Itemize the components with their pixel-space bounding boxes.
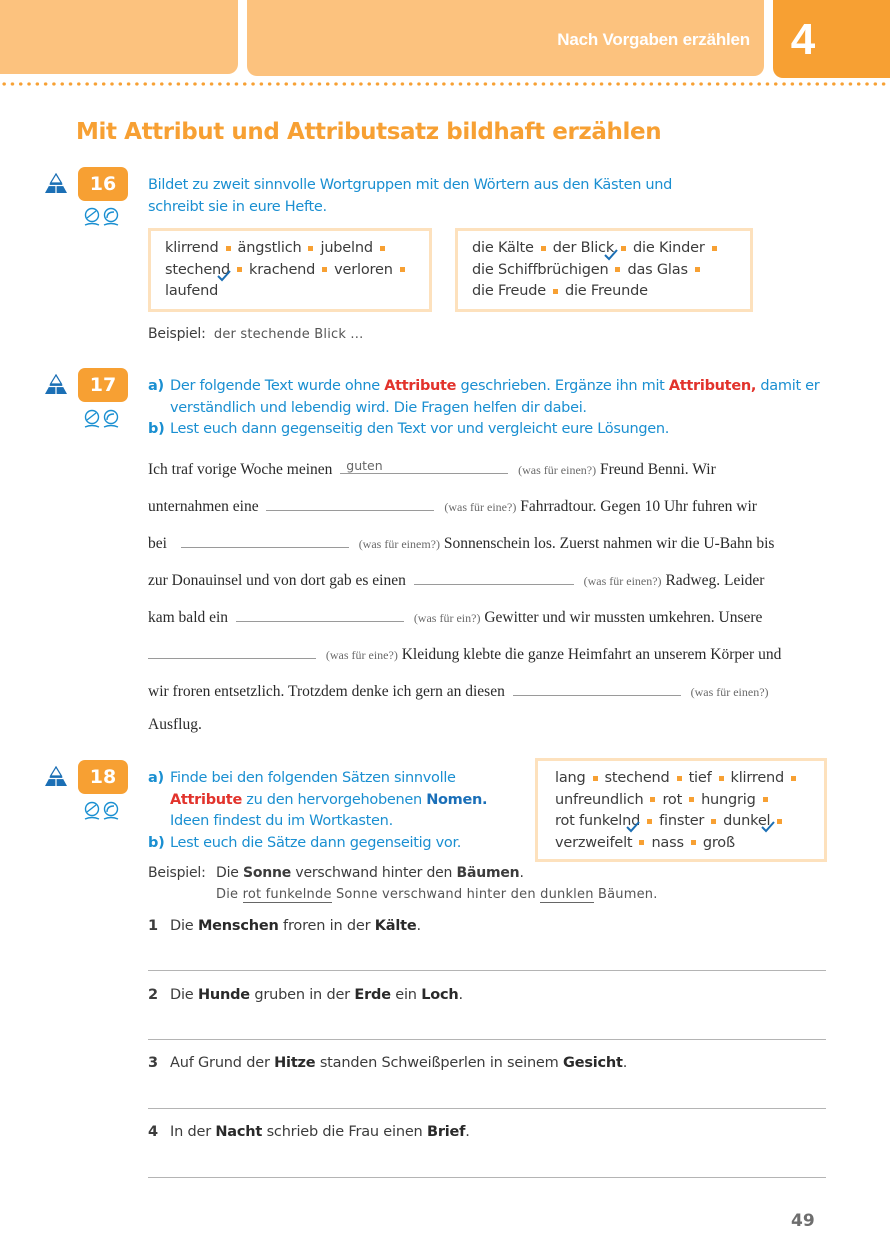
text: . <box>458 987 463 1003</box>
text: Sonne verschwand hinter den <box>335 887 536 902</box>
item-label: a) <box>148 378 164 394</box>
separator-square <box>541 246 546 251</box>
answer-line[interactable] <box>148 1108 826 1109</box>
separator-square <box>322 267 327 272</box>
filled-answer: guten <box>346 458 383 473</box>
separator-square <box>777 819 782 824</box>
word: laufend <box>165 283 219 299</box>
text: Lest euch die Sätze dann gegenseitig vor. <box>170 834 462 851</box>
question-hint: (was für eine?) <box>325 648 398 662</box>
text: Auf Grund der <box>170 1055 275 1071</box>
text: Sonnenschein los. Zuerst nahmen wir die U-Bahn bis <box>443 535 775 552</box>
separator-square <box>380 246 385 251</box>
chapter-number: 4 <box>790 15 816 64</box>
text: Fahrradtour. Gegen 10 Uhr fuhren wir <box>520 498 757 515</box>
word: hungrig <box>701 791 756 808</box>
text: unternahmen eine <box>148 498 259 515</box>
word: die Kälte <box>472 240 534 256</box>
separator-square <box>593 776 598 781</box>
task18-example-handwriting <box>216 887 658 902</box>
triangle-level-icon <box>44 765 68 787</box>
underlined-attribute: rot funkelnde <box>242 887 332 902</box>
text: damit er <box>760 378 820 394</box>
text: . <box>416 918 421 934</box>
question-hint: (was für eine?) <box>444 500 517 514</box>
question-hint: (was für einen?) <box>583 574 662 588</box>
text: Lest euch dann gegenseitig den Text vor und vergleicht eure Lösungen. <box>170 421 670 437</box>
sentence-text <box>170 1055 627 1071</box>
cloze-line <box>148 457 716 479</box>
text: froren in der <box>278 918 375 934</box>
text: Ich traf vorige Woche meinen <box>148 461 333 478</box>
word: klirrend <box>730 770 785 786</box>
separator-square <box>689 797 694 802</box>
highlight-noun: Menschen <box>197 918 279 934</box>
text: standen Schweißperlen in seinem <box>315 1055 563 1071</box>
page-number: 49 <box>791 1211 815 1231</box>
word: klirrend <box>165 240 219 256</box>
separator-square <box>226 246 231 251</box>
word: jubelnd <box>320 240 373 256</box>
example-handwriting: der stechende Blick ... <box>213 327 364 342</box>
text: bei <box>148 535 167 552</box>
text: schrieb die Frau einen <box>262 1124 427 1140</box>
partner-work-icon <box>83 409 121 429</box>
word: der Blick <box>552 240 615 256</box>
separator-square <box>400 267 405 272</box>
text: . <box>465 1124 470 1140</box>
text: Die <box>170 987 198 1003</box>
item-label: b) <box>148 834 165 851</box>
sentence-item <box>148 1055 627 1071</box>
word: stechend <box>165 261 231 278</box>
task-number-badge: 18 <box>78 760 128 794</box>
highlight-noun: Bäumen <box>456 865 520 881</box>
question-hint: (was für ein?) <box>413 611 481 625</box>
answer-line[interactable] <box>148 1177 826 1178</box>
word: rot funkelnd <box>555 813 641 829</box>
word: krachend <box>249 261 316 278</box>
text: verschwand hinter den <box>295 865 453 881</box>
task18-example <box>148 865 524 881</box>
separator-square <box>791 776 796 781</box>
highlight-noun: Sonne <box>242 865 292 881</box>
blank-field[interactable] <box>181 531 349 548</box>
separator-square <box>650 797 655 802</box>
separator-square <box>695 267 700 272</box>
answer-line[interactable] <box>148 970 826 971</box>
item-label: b) <box>148 421 165 437</box>
question-hint: (was für einen?) <box>518 463 597 477</box>
cloze-line <box>148 679 769 701</box>
highlight-noun: Brief <box>426 1124 466 1140</box>
sentence-item <box>148 918 421 934</box>
text: zur Donauinsel und von dort gab es einen <box>148 572 406 589</box>
instruction-line: Bildet zu zweit sinnvolle Wortgruppen mit den Wörtern aus den Kästen und <box>148 177 673 193</box>
task18-instruction <box>148 768 528 854</box>
word: dunkel <box>723 813 771 829</box>
separator-square <box>639 840 644 845</box>
highlight-noun: Erde <box>354 987 391 1003</box>
highlight-noun: Hunde <box>197 987 250 1003</box>
text: . <box>622 1055 628 1071</box>
separator-square <box>677 776 682 781</box>
blank-field[interactable] <box>236 605 404 622</box>
blank-field[interactable] <box>340 457 508 474</box>
word: unfreundlich <box>555 791 644 808</box>
instruction-line: schreibt sie in eure Hefte. <box>148 198 327 215</box>
word: das Glas <box>627 261 688 278</box>
word: finster <box>659 813 705 829</box>
separator-square <box>237 267 242 272</box>
cloze-line <box>148 642 781 664</box>
word: die Freude <box>472 283 546 299</box>
highlight-red: Attributen, <box>668 378 757 394</box>
task-number-badge: 16 <box>78 167 128 201</box>
text: gruben in der <box>249 987 355 1003</box>
word-box-adjectives <box>148 228 432 312</box>
item-label: a) <box>148 770 164 786</box>
task16-example <box>148 326 363 342</box>
sentence-number: 2 <box>148 987 158 1003</box>
task-number-badge: 17 <box>78 368 128 402</box>
blank-field[interactable] <box>513 679 681 696</box>
sentence-item <box>148 987 463 1003</box>
word: rot <box>662 791 683 808</box>
instruction-line: verständlich und lebendig wird. Die Fragen helfen dir dabei. <box>170 399 587 416</box>
example-label: Beispiel: <box>148 326 206 342</box>
text: Finde bei den folgenden Sätzen sinnvolle <box>170 770 456 786</box>
separator-square <box>712 246 717 251</box>
highlight-noun: Nacht <box>215 1124 263 1140</box>
chapter-title: Nach Vorgaben erzählen <box>557 30 750 49</box>
answer-line[interactable] <box>148 1039 826 1040</box>
sentence-text <box>170 987 463 1003</box>
word: nass <box>651 834 684 851</box>
highlight-red: Attribute <box>384 378 457 394</box>
highlight-red: Attribute <box>170 791 242 808</box>
highlight-bold: Nomen. <box>426 791 488 808</box>
task16-instruction <box>148 175 748 218</box>
cloze-line <box>148 531 774 553</box>
dotted-divider <box>0 82 890 86</box>
example-label: Beispiel: <box>148 865 206 881</box>
separator-square <box>711 819 716 824</box>
text: Die <box>216 887 239 902</box>
word: tief <box>688 770 712 786</box>
cloze-line-last: Ausflug. <box>148 716 202 733</box>
highlight-noun: Kälte <box>374 918 417 934</box>
text: Freund Benni. Wir <box>599 461 716 478</box>
separator-square <box>553 289 558 294</box>
text: kam bald ein <box>148 609 229 626</box>
word: die Schiffbrüchigen <box>472 261 609 278</box>
question-hint: (was für einem?) <box>358 537 440 551</box>
highlight-noun: Gesicht <box>563 1055 623 1071</box>
text: In der <box>170 1124 216 1140</box>
word: lang <box>555 770 586 786</box>
separator-square <box>719 776 724 781</box>
question-hint: (was für einen?) <box>690 685 769 699</box>
task17-instruction <box>148 376 838 441</box>
word-box-attributes <box>535 758 827 862</box>
word: verloren <box>334 261 393 278</box>
sentence-text <box>170 1124 470 1140</box>
partner-work-icon <box>83 801 121 821</box>
underlined-attribute: dunklen <box>540 887 594 902</box>
separator-square <box>615 267 620 272</box>
separator-square <box>763 797 768 802</box>
cloze-line <box>148 605 762 627</box>
partner-work-icon <box>83 207 121 227</box>
separator-square <box>621 246 626 251</box>
word: die Freunde <box>564 283 648 299</box>
separator-square <box>308 246 313 251</box>
text: Gewitter und wir mussten umkehren. Unsere <box>484 609 763 626</box>
separator-square <box>647 819 652 824</box>
word: ängstlich <box>237 240 302 256</box>
sentence-number: 3 <box>148 1055 158 1071</box>
text: ein <box>390 987 422 1003</box>
highlight-noun: Loch <box>421 987 459 1003</box>
text: geschrieben. Ergänze ihn mit <box>460 378 665 394</box>
sentence-item <box>148 1124 470 1140</box>
sentence-number: 1 <box>148 918 158 934</box>
word: verzweifelt <box>555 834 633 851</box>
checkmark-icon <box>626 821 640 833</box>
separator-square <box>691 840 696 845</box>
triangle-level-icon <box>44 373 68 395</box>
word: groß <box>702 834 735 851</box>
checkmark-icon <box>604 249 618 261</box>
text: Bäumen. <box>597 887 658 902</box>
triangle-level-icon <box>44 172 68 194</box>
text: Kleidung klebte die ganze Heimfahrt an unserem Körper und <box>401 646 782 663</box>
text: zu den hervorgehobenen <box>246 791 422 808</box>
instruction-line: Ideen findest du im Wortkasten. <box>170 813 393 829</box>
sentence-number: 4 <box>148 1124 158 1140</box>
text: Radweg. Leider <box>665 572 765 589</box>
sentence-text <box>170 918 421 934</box>
blank-field[interactable] <box>414 568 574 585</box>
page-title: Mit Attribut und Attributsatz bildhaft erzählen <box>76 119 662 145</box>
text: Die <box>170 918 198 934</box>
highlight-noun: Hitze <box>274 1055 316 1071</box>
text: Der folgende Text wurde ohne <box>170 378 380 394</box>
checkmark-icon <box>217 270 231 282</box>
word: stechend <box>604 770 670 786</box>
cloze-line <box>148 494 757 516</box>
text: wir froren entsetzlich. Trotzdem denke ich gern an diesen <box>148 683 505 700</box>
text: . <box>519 865 524 881</box>
checkmark-icon <box>761 821 775 833</box>
word-box-nouns <box>455 228 753 312</box>
blank-field[interactable] <box>266 494 434 511</box>
cloze-line <box>148 568 764 590</box>
word: die Kinder <box>633 240 705 256</box>
blank-field[interactable] <box>148 642 316 659</box>
header-tab-left <box>0 0 238 74</box>
text: Die <box>216 865 239 881</box>
